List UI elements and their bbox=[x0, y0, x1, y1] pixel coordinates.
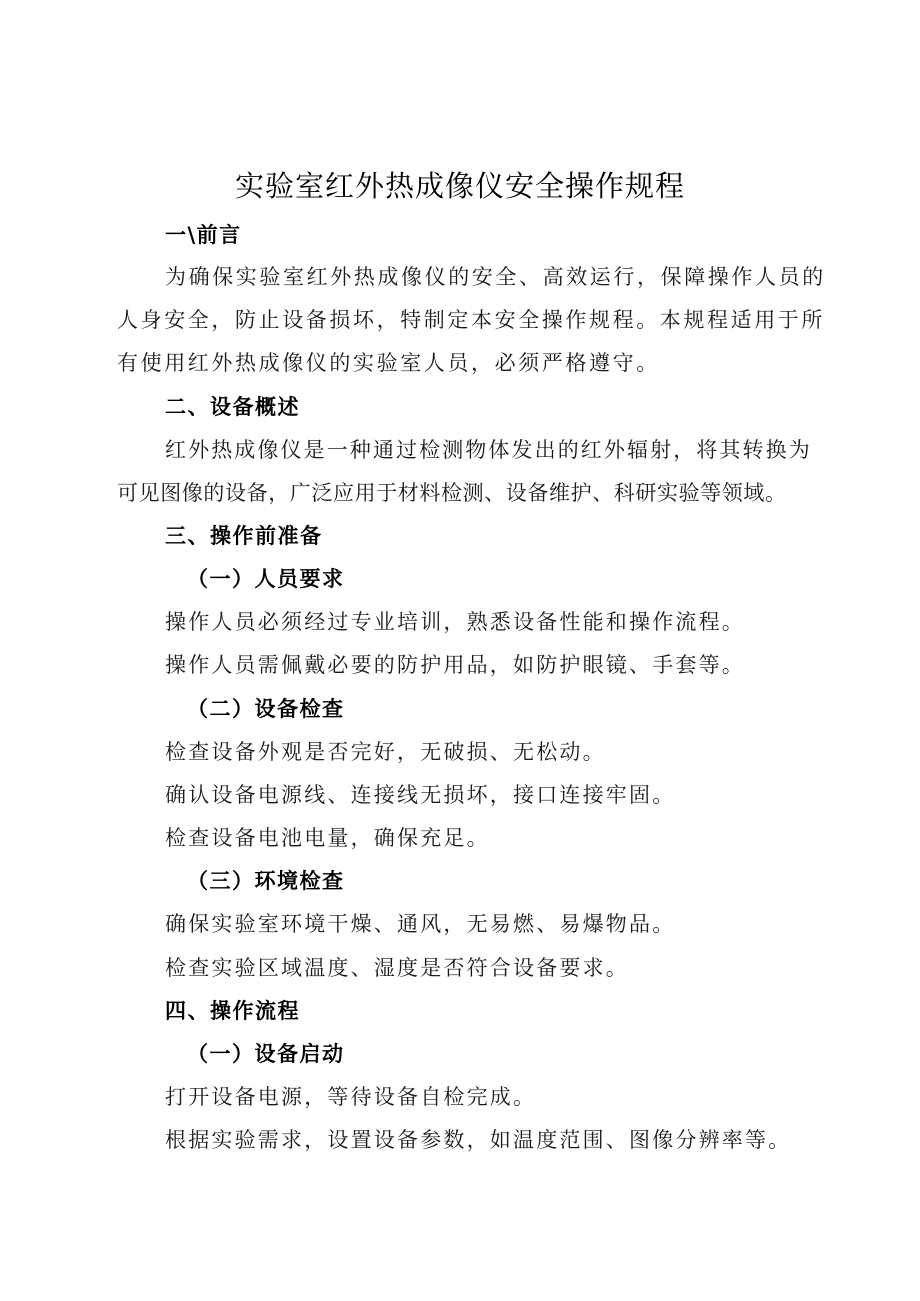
paragraph-line: 有使用红外热成像仪的实验室人员，必须严格遵守。 bbox=[117, 351, 660, 375]
list-item: 检查设备外观是否完好，无破损、无松动。 bbox=[165, 740, 606, 764]
list-item: 打开设备电源，等待设备自检完成。 bbox=[165, 1085, 537, 1109]
section-heading-preface: 一\前言 bbox=[165, 223, 242, 247]
section-heading-procedure: 四、操作流程 bbox=[165, 999, 300, 1023]
subsection-heading-personnel: （一）人员要求 bbox=[187, 567, 345, 591]
paragraph-line: 可见图像的设备，广泛应用于材料检测、设备维护、科研实验等领域。 bbox=[117, 481, 787, 505]
subsection-heading-equipment: （二）设备检查 bbox=[187, 697, 345, 721]
list-item: 检查实验区域温度、湿度是否符合设备要求。 bbox=[165, 956, 629, 980]
list-item: 操作人员需佩戴必要的防护用品，如防护眼镜、手套等。 bbox=[165, 653, 745, 677]
subsection-heading-startup: （一）设备启动 bbox=[187, 1042, 345, 1066]
section-heading-overview: 二、设备概述 bbox=[165, 395, 300, 419]
subsection-heading-environment: （三）环境检查 bbox=[187, 869, 345, 893]
paragraph-line: 为确保实验室红外热成像仪的安全、高效运行，保障操作人员的 bbox=[165, 265, 826, 289]
section-heading-preparation: 三、操作前准备 bbox=[165, 524, 323, 548]
paragraph-line: 红外热成像仪是一种通过检测物体发出的红外辐射，将其转换为 bbox=[165, 438, 812, 462]
list-item: 操作人员必须经过专业培训，熟悉设备性能和操作流程。 bbox=[165, 610, 745, 634]
list-item: 根据实验需求，设置设备参数，如温度范围、图像分辨率等。 bbox=[165, 1128, 792, 1152]
list-item: 确认设备电源线、连接线无损坏，接口连接牢固。 bbox=[165, 783, 676, 807]
document-title: 实验室红外热成像仪安全操作规程 bbox=[234, 169, 685, 203]
list-item: 确保实验室环境干燥、通风，无易燃、易爆物品。 bbox=[165, 912, 676, 936]
list-item: 检查设备电池电量，确保充足。 bbox=[165, 826, 490, 850]
paragraph-line: 人身安全，防止设备损坏，特制定本安全操作规程。本规程适用于所 bbox=[117, 308, 825, 332]
